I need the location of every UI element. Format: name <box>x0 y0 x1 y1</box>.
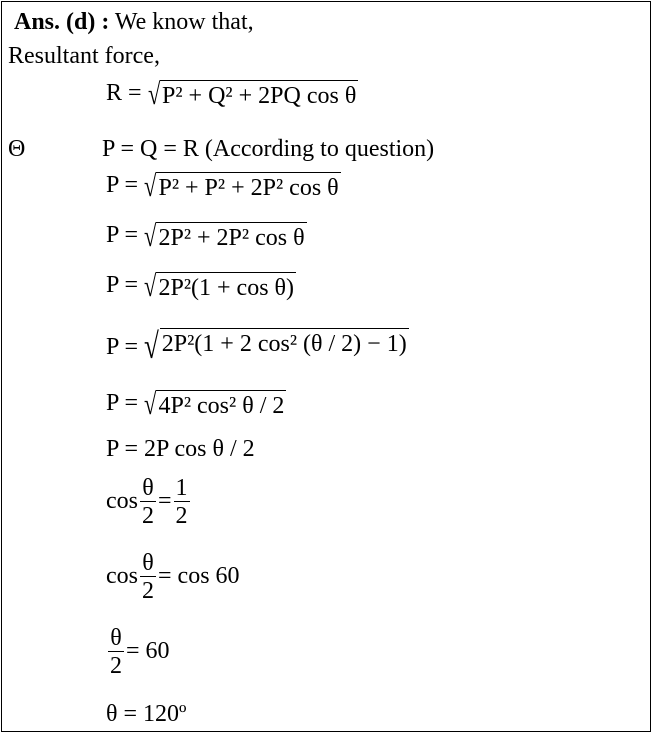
intro-text: We know that, <box>114 9 254 35</box>
fraction <box>174 476 190 529</box>
numerator: θ <box>142 475 154 501</box>
radicand: 4P² cos² θ / 2 <box>156 390 286 418</box>
numerator: θ <box>110 625 122 651</box>
square-root: √ 2P² + 2P² cos θ <box>144 220 305 253</box>
condition-text: P = Q = R (According to question) <box>102 136 435 162</box>
square-root: √ P² + Q² + 2PQ cos θ <box>147 78 357 111</box>
eq-lhs: P = <box>106 390 138 416</box>
equation-line-6 <box>106 328 409 364</box>
radicand: P² + Q² + 2PQ cos θ <box>160 80 358 108</box>
final-result: θ = 120º <box>106 701 187 727</box>
denominator: 2 <box>142 578 154 605</box>
equals-sign: = <box>158 488 172 515</box>
eq-lhs: P = <box>106 272 138 298</box>
eq-rhs: = 60 <box>126 638 170 665</box>
theta-symbol: Θ <box>8 136 26 162</box>
equation-resultant <box>106 80 358 110</box>
numerator: θ <box>142 550 154 576</box>
fraction <box>140 551 156 604</box>
equation-line-7 <box>106 390 286 420</box>
equation-line-10 <box>106 551 240 604</box>
eq-lhs: P = <box>106 334 138 360</box>
eq-lhs: R = <box>106 80 142 106</box>
eq-rhs: = cos 60 <box>158 563 240 590</box>
equation-line-4 <box>106 222 307 252</box>
answer-intro-line <box>14 10 254 34</box>
fraction <box>108 626 124 679</box>
eq-lhs: P = <box>106 222 138 248</box>
square-root: √ 4P² cos² θ / 2 <box>144 388 285 421</box>
radicand: 2P²(1 + cos θ) <box>156 272 296 300</box>
square-root: √ 2P²(1 + cos θ) <box>144 270 295 303</box>
answer-box <box>1 1 651 732</box>
condition-line <box>8 137 25 161</box>
resultant-label: Resultant force, <box>8 43 160 69</box>
denominator: 2 <box>175 503 188 530</box>
radicand: P² + P² + 2P² cos θ <box>156 172 340 200</box>
denominator: 2 <box>110 653 122 680</box>
equation-line-5 <box>106 272 296 302</box>
square-root: √ 2P²(1 + 2 cos² (θ / 2) − 1) <box>144 326 407 366</box>
radicand: 2P²(1 + 2 cos² (θ / 2) − 1) <box>160 328 409 356</box>
cos-label: cos <box>106 563 138 590</box>
answer-label: Ans. (d) : <box>14 9 110 35</box>
numerator: 1 <box>175 475 188 501</box>
cos-label: cos <box>106 488 138 515</box>
equation-line-8: P = 2P cos θ / 2 <box>106 436 255 462</box>
eq-lhs: P = <box>106 172 138 198</box>
equation-line-9 <box>106 476 192 529</box>
equation-line-3 <box>106 172 341 202</box>
denominator: 2 <box>142 503 154 530</box>
radicand: 2P² + 2P² cos θ <box>156 222 306 250</box>
fraction <box>140 476 156 529</box>
square-root: √ P² + P² + 2P² cos θ <box>144 170 339 203</box>
equation-line-11 <box>106 626 170 679</box>
